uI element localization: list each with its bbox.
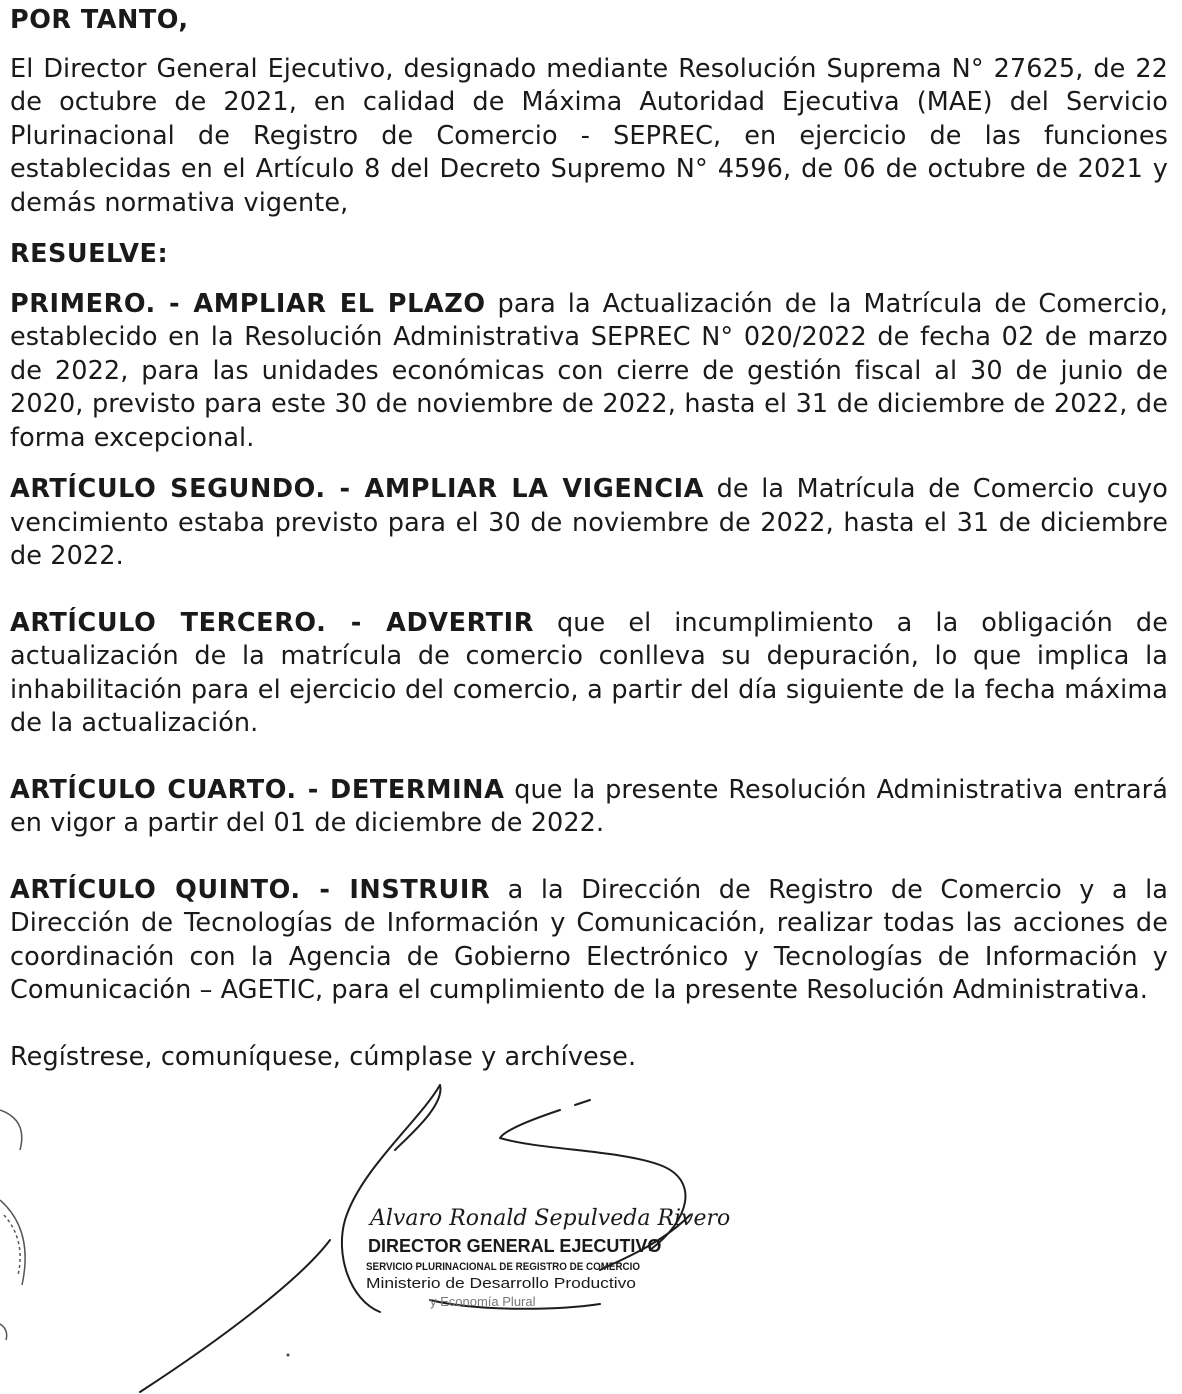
article-quinto — [10, 874, 1168, 1008]
intro-paragraph: El Director General Ejecutivo, designado mediante Resolución Suprema N° 27625, de 22 de octubre de 2021, en calidad de Máxima Autoridad Ejecutiva (MAE) del Servicio Plurinacional de Registro de Comercio - SEPREC, en ejercicio de las funciones establecidas en el Artículo 8 del Decreto Supremo N° 4596, de 06 de octubre de 2021 y demás normativa vigente, — [10, 53, 1168, 218]
article-lead: ARTÍCULO TERCERO. - ADVERTIR — [10, 607, 535, 638]
closing-formula: Regístrese, comuníquese, cúmplase y archívese. — [10, 1041, 637, 1072]
ink-dot — [287, 1354, 290, 1357]
article-cuarto — [10, 774, 1168, 841]
article-text: que la presente Resolución Administrativa entrará en vigor a partir del 01 de diciembre de 2022. — [10, 774, 1168, 838]
heading-resuelve: RESUELVE: — [10, 239, 169, 269]
signer-institution: SERVICIO PLURINACIONAL DE REGISTRO DE COMERCIO — [366, 1261, 641, 1273]
signer-ministry: Ministerio de Desarrollo Productivo — [366, 1275, 636, 1292]
seal-stamp-icon — [0, 1110, 25, 1340]
article-text: a la Dirección de Registro de Comercio y a la Dirección de Tecnologías de Información y Comunicación, realizar todas las acciones de coordinación con la Agencia de Gobierno Electrónico y Tecnologías de Información y Comunicación – AGETIC, para el cumplimiento de la presente Resolución Administrativa. — [10, 874, 1168, 1005]
signer-name: Alvaro Ronald Sepulveda Rivero — [370, 1206, 731, 1231]
article-text: para la Actualización de la Matrícula de Comercio, establecido en la Resolución Administrativa SEPREC N° 020/2022 de fecha 02 de marzo de 2022, para las unidades económicas con cierre de gestión fiscal al 30 de junio de 2020, previsto para este 30 de noviembre de 2022, hasta el 31 de diciembre de 2022, de forma excepcional. — [10, 288, 1168, 453]
article-lead: PRIMERO. - AMPLIAR EL PLAZO — [10, 288, 486, 319]
article-lead: ARTÍCULO QUINTO. - INSTRUIR — [10, 874, 491, 905]
heading-por-tanto: POR TANTO, — [10, 5, 189, 35]
signer-ministry-line2: y Economía Plural — [430, 1294, 536, 1309]
article-lead: ARTÍCULO SEGUNDO. - AMPLIAR LA VIGENCIA — [10, 474, 705, 504]
article-segundo — [10, 473, 1168, 574]
signature-stamp-text — [366, 1206, 730, 1309]
signer-title: DIRECTOR GENERAL EJECUTIVO — [368, 1236, 662, 1256]
signature-block — [0, 1080, 1182, 1394]
article-lead: ARTÍCULO CUARTO. - DETERMINA — [10, 774, 505, 805]
article-text: que el incumplimiento a la obligación de actualización de la matrícula de comercio conlleva su depuración, lo que implica la inhabilitación para el ejercicio del comercio, a partir del día siguiente de la fecha máxima de la actualización. — [10, 607, 1169, 738]
article-text: de la Matrícula de Comercio cuyo vencimiento estaba previsto para el 30 de noviembre de 2022, hasta el 31 de diciembre de 2022. — [10, 474, 1168, 571]
article-tercero — [10, 607, 1168, 741]
article-primero — [10, 288, 1168, 456]
document-page — [10, 4, 1168, 1074]
